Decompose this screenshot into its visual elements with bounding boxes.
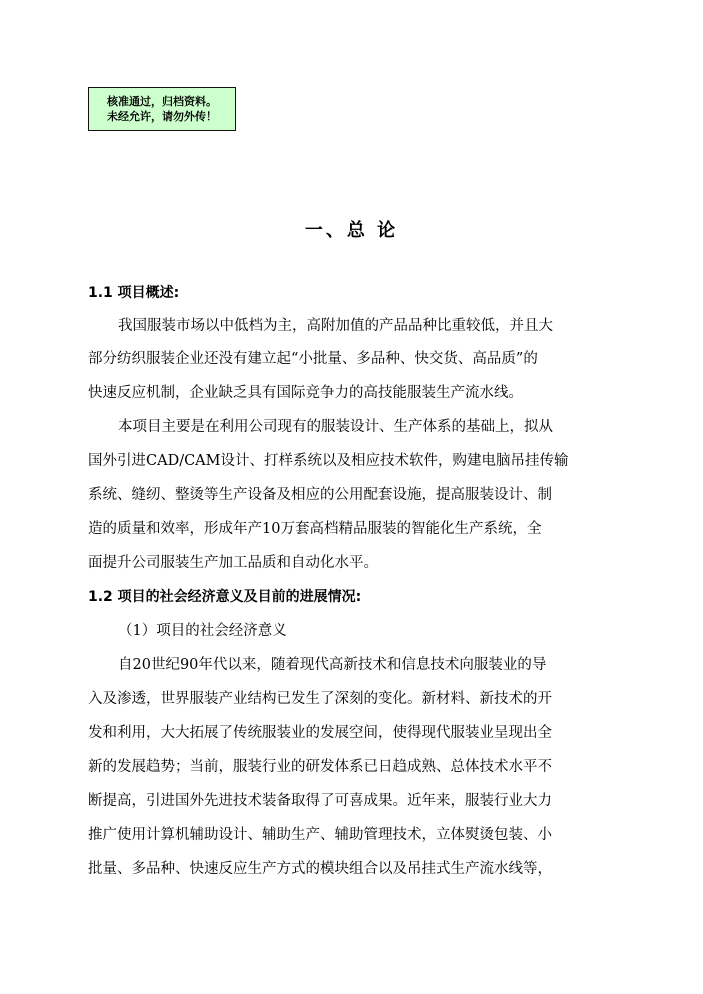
paragraph-line: 我国服装市场以中低档为主，高附加值的产品品种比重较低，并且大 — [118, 318, 553, 334]
paragraph-line: 系统、缝纫、整烫等生产设备及相应的公用配套设施，提高服装设计、制 — [88, 487, 552, 503]
paragraph-line: 新的发展趋势；当前，服装行业的研发体系已日趋成熟、总体技术水平不 — [88, 759, 552, 775]
paragraph-line: 国外引进CAD/CAM设计、打样系统以及相应技术软件，购建电脑吊挂传输 — [88, 453, 569, 469]
section-heading-1-1: 1.1 项目概述: — [88, 285, 180, 301]
paragraph-line: 部分纺织服装企业还没有建立起“小批量、多品种、快交货、高品质”的 — [88, 351, 538, 367]
page-title: 一、总 论 — [304, 220, 399, 241]
stamp-line-1: 核准通过，归档资料。 — [107, 95, 217, 108]
section-heading-1-2: 1.2 项目的社会经济意义及目前的进展情况: — [88, 589, 362, 605]
paragraph-line: 造的质量和效率，形成年产10万套高档精品服装的智能化生产系统，全 — [88, 521, 542, 537]
paragraph-line: 入及渗透，世界服装产业结构已发生了深刻的变化。新材料、新技术的开 — [88, 691, 552, 707]
paragraph-line: 自20世纪90年代以来，随着现代高新技术和信息技术向服装业的导 — [118, 657, 547, 673]
paragraph-line: 推广使用计算机辅助设计、辅助生产、辅助管理技术，立体熨烫包装、小 — [88, 827, 552, 843]
paragraph-line: 面提升公司服装生产加工品质和自动化水平。 — [88, 555, 378, 571]
subheading: （1）项目的社会经济意义 — [118, 623, 287, 639]
paragraph-line: 断提高，引进国外先进技术装备取得了可喜成果。近年来，服装行业大力 — [88, 793, 552, 809]
approval-stamp — [88, 87, 236, 131]
stamp-line-2: 未经允许，请勿外传！ — [107, 110, 217, 123]
paragraph-line: 批量、多品种、快速反应生产方式的模块组合以及吊挂式生产流水线等， — [88, 861, 552, 877]
paragraph-line: 快速反应机制，企业缺乏具有国际竞争力的高技能服装生产流水线。 — [88, 385, 523, 401]
paragraph-line: 本项目主要是在利用公司现有的服装设计、生产体系的基础上，拟从 — [118, 419, 553, 435]
paragraph-line: 发和利用，大大拓展了传统服装业的发展空间，使得现代服装业呈现出全 — [88, 725, 552, 741]
